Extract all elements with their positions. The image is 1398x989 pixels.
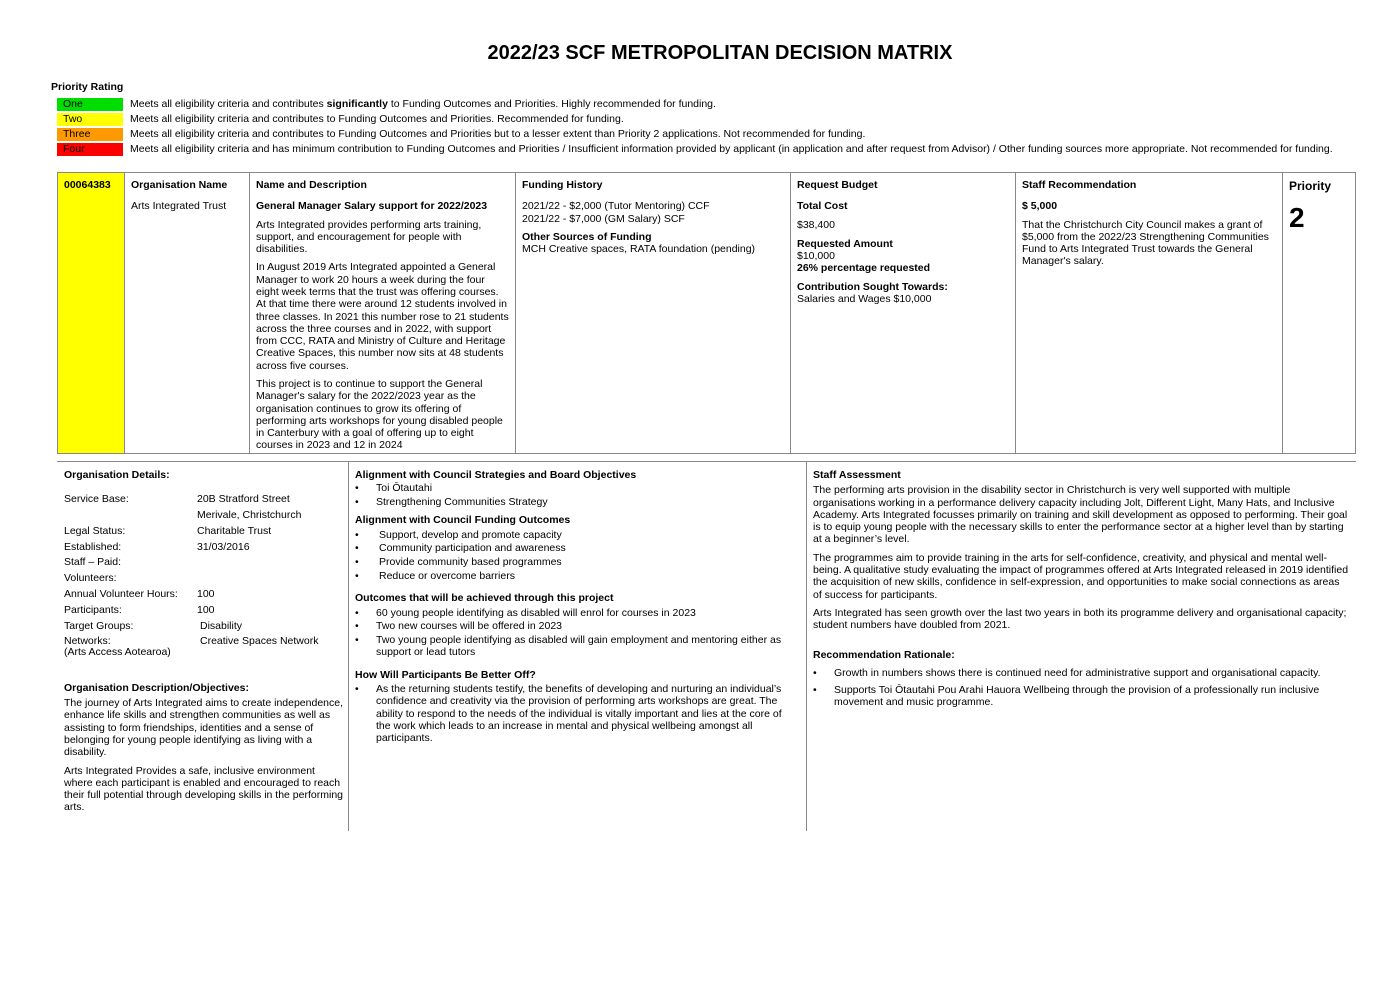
participants: 100 [197,603,215,616]
org-description-paragraph: Arts Integrated Provides a safe, inclusive environment where each participant is enabled and encouraged to reach their full potential through developing skills in the performing arts. [64,764,343,814]
legend-row-three [57,127,1333,142]
description-paragraph: Arts Integrated provides performing arts training, support, and encouragement for people with disabilities. [256,218,482,256]
total-cost-label: Total Cost [797,200,848,213]
staff-recommendation-header: Staff Recommendation [1022,179,1137,191]
strategies-list [355,482,795,508]
section-divider [57,461,1356,462]
assessment-paragraph: The performing arts provision in the disability sector in Christchurch is very well supported with multiple organisations working in a performance delivery capacity including Jolt, Different Light, Many Hats, and Inclusive Academy. Arts Integrated focusses primarily on training and skill development as opposed to performing. Their goal is to equip young people with the necessary skills to enter the performance sector at a higher level than by starting at a beginner’s level. [813,484,1348,546]
project-title: General Manager Salary support for 2022/2023 [256,200,488,213]
legend-desc-text: Meets all eligibility criteria and contributes [130,98,327,111]
legend-desc-text: to Funding Outcomes and Priorities. Highly recommended for funding. [387,98,716,111]
staff-recommended-amount: $ 5,000 [1022,200,1058,213]
detail-label: Established: [64,540,122,553]
list-item: • Community participation and awareness [355,542,795,554]
priority-swatch-two: Two [57,113,123,126]
priority-swatch-one: One [57,98,123,111]
list-item: • Reduce or overcome barriers [355,570,795,582]
detail-label: Service Base: [64,493,129,506]
established-date: 31/03/2016 [197,540,250,553]
better-off-list [355,683,795,744]
contribution-value: Salaries and Wages $10,000 [797,292,932,305]
priority-legend [57,97,1333,157]
priority-swatch-four: Four [57,143,123,156]
column-divider [348,462,349,831]
request-budget-column [791,173,1016,453]
service-base-line1: 20B Stratford Street [197,493,290,506]
percentage-requested: 26% percentage requested [797,262,931,275]
assessment-paragraph: The programmes aim to provide training in the arts for self-confidence, creativity, and physical and mental well-being. A qualitative study evaluating the impact of programmes offered at Arts Integrated released in 2019 identified the acquisition of new skills, confidence in self-expression, and opportunities to make social connections as areas of success for participants. [813,551,1349,601]
priority-header: Priority [1289,179,1332,193]
list-item: • As the returning students testify, the benefits of developing and nurturing an individual’s confidence and creativity via the provision of performing arts workshops are great. The ability to respond to the needs of the individual is vitally important and lies at the core of the work which leads to an increase in mental and physical wellbeing amongst all participants. [355,683,795,744]
list-item: • Strengthening Communities Strategy [355,496,795,508]
volunteer-hours: 100 [197,587,215,600]
staff-assessment-header: Staff Assessment [813,469,901,481]
staff-recommendation-column [1016,173,1283,453]
name-description-header: Name and Description [256,179,367,191]
priority-column [1283,173,1355,453]
list-item: • Two young people identifying as disabled will gain employment and mentoring either as support or lead tutors [355,634,795,659]
funding-history-item: 2021/22 - $2,000 (Tutor Mentoring) CCF [522,200,710,213]
legal-status: Charitable Trust [197,524,272,537]
funding-history-column [516,173,791,453]
detail-label: Annual Volunteer Hours: [64,587,178,600]
other-sources-label: Other Sources of Funding [522,230,652,243]
funding-history-item: 2021/22 - $7,000 (GM Salary) SCF [522,212,685,225]
better-off-header: How Will Participants Be Better Off? [355,668,536,681]
requested-amount-value: $10,000 [797,250,835,263]
org-name: Arts Integrated Trust [131,200,227,213]
request-budget-header: Request Budget [797,179,878,191]
requested-amount-label: Requested Amount [797,237,893,250]
organisation-column [125,173,250,453]
assessment-paragraph: Arts Integrated has seen growth over the last two years in both its programme delivery and organisational capacity; student numbers have doubled from 2021. [813,606,1347,632]
legend-desc-two: Meets all eligibility criteria and contributes to Funding Outcomes and Priorities. Recommended for funding. [130,113,624,126]
alignment-section [355,469,795,746]
page-title: 2022/23 SCF METROPOLITAN DECISION MATRIX [487,42,953,64]
description-paragraph: This project is to continue to support the General Manager's salary for the 2022/2023 year as the organisation continues to grow its offering of performing arts workshops for young disabled people in Canterbury with a goal of offering up to eight courses in 2023 and 12 in 2024 [256,377,503,452]
rationale-list [813,667,1349,709]
legend-row-one [57,97,1333,112]
list-item: • Two new courses will be offered in 2023 [355,620,795,632]
list-item: • Provide community based programmes [355,556,795,568]
name-description-column [250,173,516,453]
target-groups: Disability [200,619,243,632]
list-item: • Supports Toi Ōtautahi Pou Arahi Hauora Wellbeing through the provision of a professionally run inclusive movement and music programme. [813,684,1349,709]
legend-desc-emphasis: significantly [326,98,388,111]
other-sources: MCH Creative spaces, RATA foundation (pending) [522,243,756,256]
contribution-label: Contribution Sought Towards: [797,280,948,293]
org-details-grid [64,493,344,647]
rationale-header: Recommendation Rationale: [813,649,955,662]
legend-row-four [57,142,1333,157]
org-details-header: Organisation Details: [64,469,170,481]
strategies-header: Alignment with Council Strategies and Board Objectives [355,469,637,481]
total-cost-value: $38,400 [797,218,835,231]
detail-label: Volunteers: [64,572,117,585]
outcomes-header: Alignment with Council Funding Outcomes [355,514,571,527]
networks: Creative Spaces Network [200,635,319,648]
priority-swatch-three: Three [57,128,123,141]
description-paragraph: In August 2019 Arts Integrated appointed a General Manager to work 20 hours a week during the four eight week terms that the trust was offering courses. At that time there were around 12 students involved in three classes. In 2021 this number rose to 21 students across the three courses and in 2022, with support from CCC, RATA and Ministry of Culture and Heritage Creative Spaces, this number now sits at 48 students across five courses. [256,261,509,372]
project-outcomes-header: Outcomes that will be achieved through this project [355,592,614,605]
application-table [57,172,1356,454]
networks-line2: (Arts Access Aotearoa) [64,645,171,658]
organisation-details [64,469,344,820]
funding-history-header: Funding History [522,179,603,191]
legend-desc-four: Meets all eligibility criteria and has minimum contribution to Funding Outcomes and Priorities / Insufficient information provided by applicant (in application and after request from Advisor) / Other funding sources more appropriate. Not recommended for funding. [130,143,1333,156]
priority-rating-label: Priority Rating [51,81,124,93]
list-item: • Growth in numbers shows there is continued need for administrative support and organisational capacity. [813,667,1349,679]
column-divider [806,462,807,831]
detail-label: Staff – Paid: [64,556,122,569]
service-base-line2: Merivale, Christchurch [197,509,302,522]
list-item: • Toi Ōtautahi [355,482,795,494]
legend-row-two [57,112,1333,127]
org-description-paragraph: The journey of Arts Integrated aims to create independence, enhance life skills and strengthen communities as well as assisting to form friendships, identities and a sense of belonging for young people identifying as living with a disability. [64,697,344,759]
outcomes-list [355,529,795,583]
legend-desc-three: Meets all eligibility criteria and contributes to Funding Outcomes and Priorities but to a lesser extent than Priority 2 applications. Not recommended for funding. [130,128,866,141]
staff-assessment-section [813,469,1349,710]
project-outcomes-list [355,607,795,659]
detail-label: Networks: [64,635,111,648]
legend-desc-one [130,98,716,110]
org-description-header: Organisation Description/Objectives: [64,681,249,694]
detail-label: Target Groups: [64,619,134,632]
list-item: • 60 young people identifying as disabled will enrol for courses in 2023 [355,607,795,619]
detail-label: Participants: [64,603,122,616]
org-name-header: Organisation Name [131,179,228,191]
detail-label: Legal Status: [64,524,126,537]
priority-value: 2 [1289,202,1305,234]
list-item: • Support, develop and promote capacity [355,529,795,541]
application-id: 00064383 [58,173,125,453]
staff-recommendation-text: That the Christchurch City Council makes a grant of $5,000 from the 2022/23 Strengthening Communities Fund to Arts Integrated Trust towards the General Manager's salary. [1022,218,1269,268]
